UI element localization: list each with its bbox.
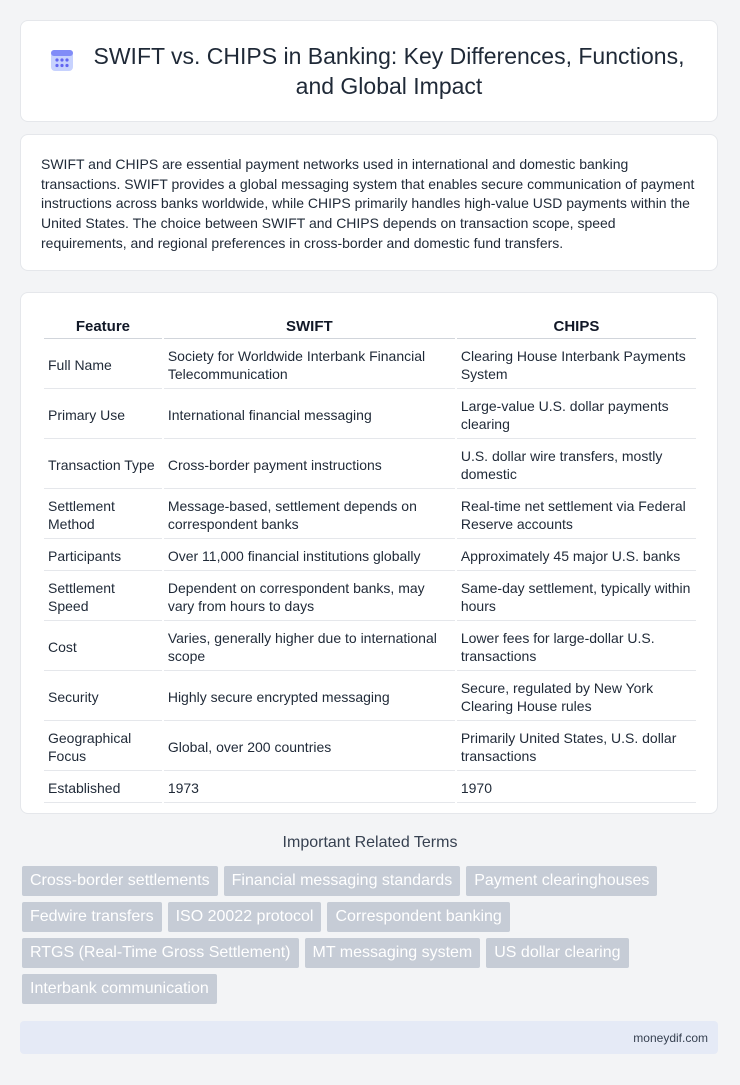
feature-cell: Transaction Type bbox=[44, 441, 162, 489]
table-row bbox=[44, 623, 696, 671]
chips-cell: 1970 bbox=[457, 773, 696, 803]
tag-rtgs[interactable]: RTGS (Real-Time Gross Settlement) bbox=[22, 938, 299, 968]
header-feature: Feature bbox=[44, 315, 162, 339]
chips-cell: Approximately 45 major U.S. banks bbox=[457, 541, 696, 571]
feature-cell: Established bbox=[44, 773, 162, 803]
swift-cell: Varies, generally higher due to international scope bbox=[164, 623, 455, 671]
swift-cell: Message-based, settlement depends on correspondent banks bbox=[164, 491, 455, 539]
header-swift: SWIFT bbox=[164, 315, 455, 339]
header-chips: CHIPS bbox=[457, 315, 696, 339]
tag-payment-clearinghouses[interactable]: Payment clearinghouses bbox=[466, 866, 657, 896]
chips-cell: Same-day settlement, typically within hours bbox=[457, 573, 696, 621]
feature-cell: Participants bbox=[44, 541, 162, 571]
table-row bbox=[44, 391, 696, 439]
related-terms-title: Important Related Terms bbox=[282, 834, 458, 851]
tag-cross-border-settlements[interactable]: Cross-border settlements bbox=[22, 866, 218, 896]
intro-card bbox=[20, 134, 718, 271]
chips-cell: Secure, regulated by New York Clearing House rules bbox=[457, 673, 696, 721]
comparison-table bbox=[42, 313, 698, 805]
feature-cell: Full Name bbox=[44, 341, 162, 389]
feature-cell: Primary Use bbox=[44, 391, 162, 439]
swift-cell: International financial messaging bbox=[164, 391, 455, 439]
chips-cell: Real-time net settlement via Federal Reserve accounts bbox=[457, 491, 696, 539]
table-header-row bbox=[44, 315, 696, 339]
table-row bbox=[44, 773, 696, 803]
tag-fedwire-transfers[interactable]: Fedwire transfers bbox=[22, 902, 162, 932]
tag-correspondent-banking[interactable]: Correspondent banking bbox=[327, 902, 509, 932]
chips-cell: Lower fees for large-dollar U.S. transactions bbox=[457, 623, 696, 671]
table-row bbox=[44, 441, 696, 489]
tag-iso-20022-protocol[interactable]: ISO 20022 protocol bbox=[168, 902, 322, 932]
tag-us-dollar-clearing[interactable]: US dollar clearing bbox=[486, 938, 628, 968]
table-row bbox=[44, 541, 696, 571]
chips-cell: Large-value U.S. dollar payments clearing bbox=[457, 391, 696, 439]
swift-cell: 1973 bbox=[164, 773, 455, 803]
feature-cell: Cost bbox=[44, 623, 162, 671]
table-row bbox=[44, 673, 696, 721]
calendar-icon bbox=[49, 47, 75, 73]
swift-cell: Global, over 200 countries bbox=[164, 723, 455, 771]
chips-cell: Primarily United States, U.S. dollar transactions bbox=[457, 723, 696, 771]
table-row bbox=[44, 723, 696, 771]
comparison-card bbox=[20, 292, 718, 814]
related-terms-list bbox=[22, 866, 712, 1004]
page-title: SWIFT vs. CHIPS in Banking: Key Differences, Functions, and Global Impact bbox=[93, 43, 685, 99]
table-row bbox=[44, 573, 696, 621]
swift-cell: Dependent on correspondent banks, may vary from hours to days bbox=[164, 573, 455, 621]
feature-cell: Security bbox=[44, 673, 162, 721]
feature-cell: Settlement Method bbox=[44, 491, 162, 539]
table-row bbox=[44, 341, 696, 389]
table-row bbox=[44, 491, 696, 539]
tag-interbank-communication[interactable]: Interbank communication bbox=[22, 974, 217, 1004]
intro-paragraph: SWIFT and CHIPS are essential payment networks used in international and domestic banking transactions. SWIFT provides a global messaging system that enables secure communication of payment instructions across banks worldwide, while CHIPS primarily handles high-value USD payments within the United States. The choice between SWIFT and CHIPS depends on transaction scope, speed requirements, and regional preferences in cross-border and domestic fund transfers. bbox=[41, 156, 695, 251]
swift-cell: Over 11,000 financial institutions globally bbox=[164, 541, 455, 571]
swift-cell: Cross-border payment instructions bbox=[164, 441, 455, 489]
feature-cell: Settlement Speed bbox=[44, 573, 162, 621]
chips-cell: Clearing House Interbank Payments System bbox=[457, 341, 696, 389]
footer-site-name[interactable]: moneydif.com bbox=[633, 1030, 708, 1045]
feature-cell: Geographical Focus bbox=[44, 723, 162, 771]
tag-mt-messaging-system[interactable]: MT messaging system bbox=[305, 938, 481, 968]
swift-cell: Highly secure encrypted messaging bbox=[164, 673, 455, 721]
footer bbox=[20, 1021, 718, 1054]
tag-financial-messaging-standards[interactable]: Financial messaging standards bbox=[224, 866, 461, 896]
swift-cell: Society for Worldwide Interbank Financial Telecommunication bbox=[164, 341, 455, 389]
chips-cell: U.S. dollar wire transfers, mostly domestic bbox=[457, 441, 696, 489]
header-card bbox=[20, 20, 718, 122]
